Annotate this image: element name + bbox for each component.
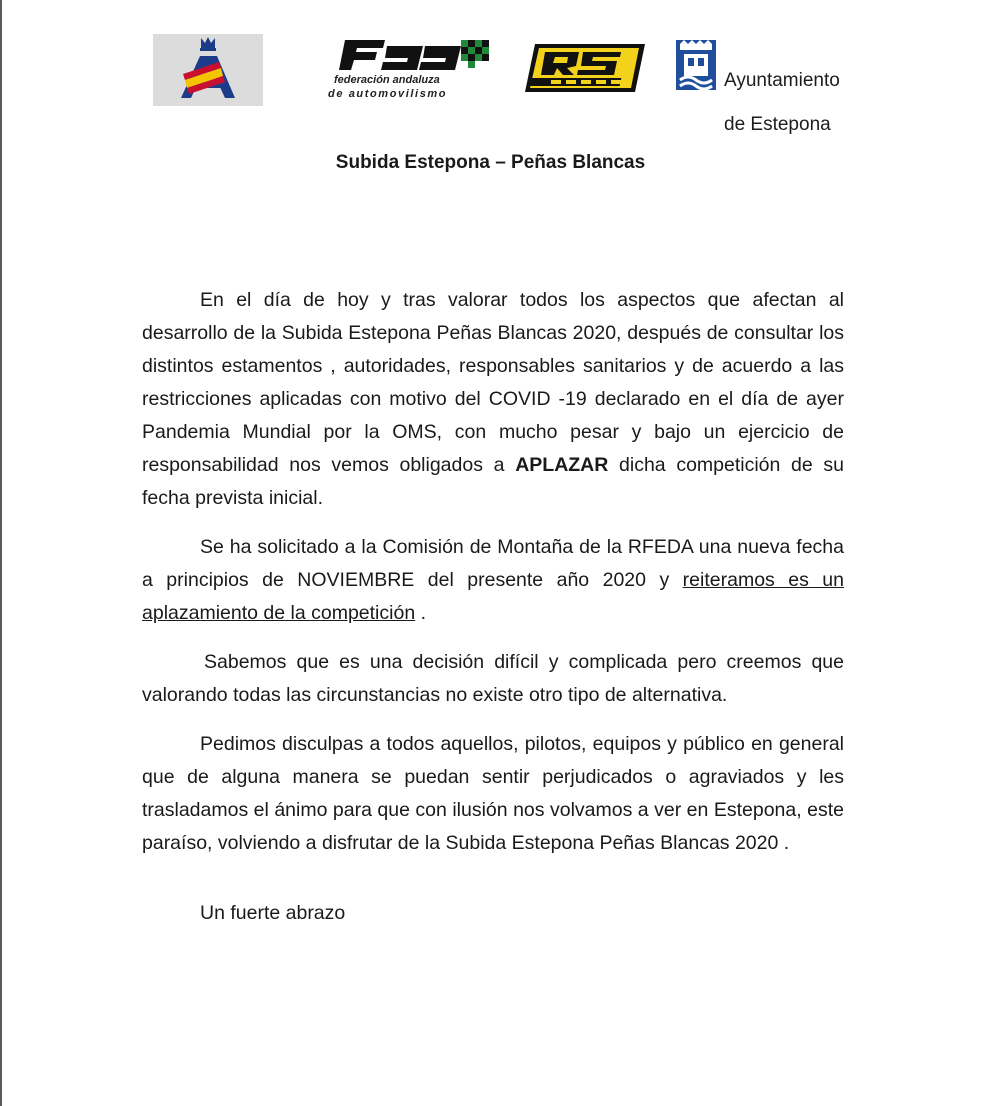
paragraph-4-text: Pedimos disculpas a todos aquellos, pilotos, equipos y público en general que de alguna manera se puedan sentir perjudicados o agraviados y les trasladamos el ánimo para que con ilusión nos volvamos a ver en Estepona, este paraíso, volviendo a disfrutar de la Subida Estepona Peñas Blancas 2020 .	[142, 733, 844, 854]
faa-logo	[325, 36, 490, 104]
faa-name-line2: de automovilismo	[328, 88, 448, 100]
rfeda-logo	[153, 34, 263, 106]
estepona-crest-icon	[674, 36, 718, 94]
ayuntamiento-line2: de Estepona	[724, 114, 831, 135]
paragraph-1	[142, 284, 844, 515]
ayuntamiento-estepona-logo	[674, 36, 864, 135]
rfeda-crest-icon	[153, 34, 263, 106]
closing-line: Un fuerte abrazo	[200, 902, 346, 924]
faa-logo-icon	[325, 36, 490, 76]
paragraph-2-text: Se ha solicitado a la Comisión de Montaña de la RFEDA una nueva fecha a principios de NOVIEMBRE del presente año 2020 y	[142, 536, 844, 591]
paragraph-1-end: dicha competición de su fecha prevista inicial.	[142, 454, 845, 509]
rs-sport-logo-icon	[521, 42, 649, 94]
paragraph-3	[142, 646, 844, 712]
paragraph-4	[142, 728, 844, 860]
ayuntamiento-name	[724, 48, 840, 158]
faa-name-line1: federación andaluza	[334, 74, 440, 86]
underlined-statement: reiteramos es un aplazamiento de la competición	[142, 569, 844, 624]
paragraph-3-text: Sabemos que es una decisión difícil y complicada pero creemos que valorando todas las circunstancias no existe otro tipo de alternativa.	[142, 651, 844, 706]
paragraph-1-text: En el día de hoy y tras valorar todos los aspectos que afectan al desarrollo de la Subida Estepona Peñas Blancas 2020, después de consultar los distintos estamentos , autoridades, responsables sanitarios y de acuerdo a las restricciones aplicadas con motivo del COVID -19 declarado en el día de ayer Pandemia Mundial por la OMS, con mucho pesar y bajo un ejercicio de responsabilidad nos vemos obligados a	[142, 289, 844, 476]
letter-body	[142, 284, 844, 860]
paragraph-2	[142, 531, 844, 630]
paragraph-2-end: .	[415, 602, 427, 624]
ayuntamiento-line1: Ayuntamiento	[724, 70, 840, 91]
document-title: Subida Estepona – Peñas Blancas	[335, 152, 646, 173]
aplazar-emphasis: APLAZAR	[515, 454, 609, 476]
rs-sport-logo	[521, 42, 649, 94]
